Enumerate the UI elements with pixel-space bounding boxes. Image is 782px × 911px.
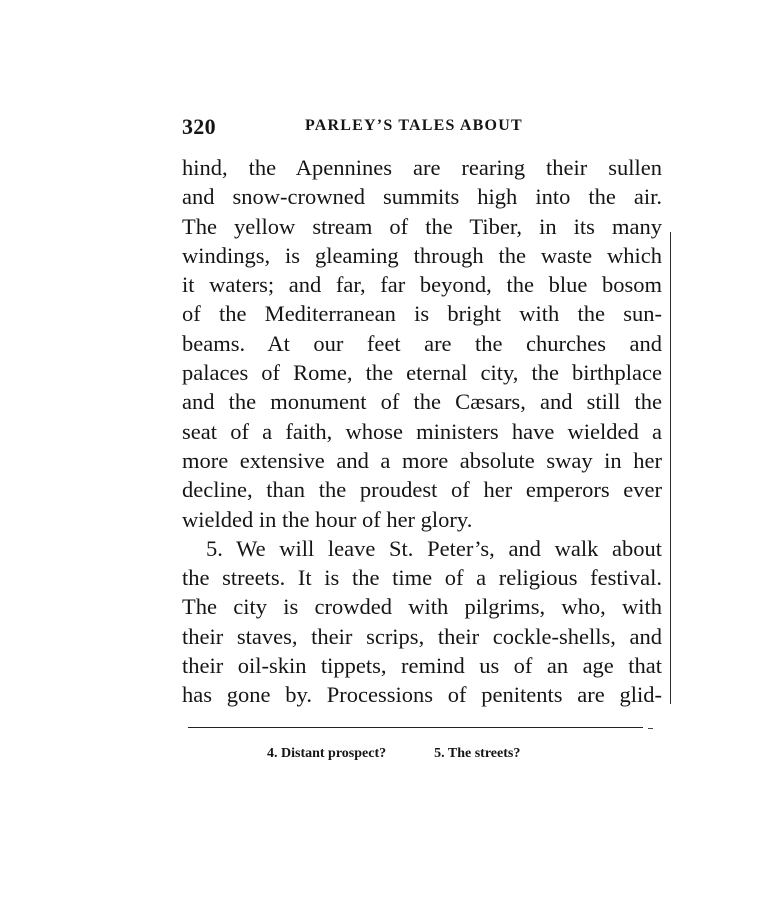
text-line: hind, the Apennines are rearing their sullen <box>182 155 662 180</box>
text-line: The yellow stream of the Tiber, in its many <box>182 213 662 239</box>
text-line: it waters; and far, far beyond, the blue bosom <box>182 272 662 298</box>
text-line: The city is crowded with pilgrims, who, with <box>182 594 662 620</box>
text-line: and snow-crowned summits high into the air. <box>182 184 662 210</box>
body-text <box>182 153 662 710</box>
text-line: the streets. It is the time of a religious festival. <box>182 565 662 591</box>
text-line: decline, than the proudest of her emperors ever <box>182 477 662 503</box>
text-line: palaces of Rome, the eternal city, the birthplace <box>182 360 662 386</box>
paragraph-start-line: 5. We will leave St. Peter’s, and walk about <box>206 535 662 561</box>
running-title: PARLEY’S TALES ABOUT <box>305 117 523 134</box>
text-line: windings, is gleaming through the waste which <box>182 242 662 268</box>
footnote-rule-tick <box>648 728 653 729</box>
text-line: wielded in the hour of her glory. <box>182 506 473 532</box>
question-5: 5. The streets? <box>434 746 521 761</box>
text-line: their staves, their scrips, their cockle-shells, and <box>182 623 662 649</box>
text-line: beams. At our feet are the churches and <box>182 330 662 356</box>
text-line: has gone by. Processions of penitents are glid- <box>182 682 662 708</box>
page-number: 320 <box>182 114 216 139</box>
text-line: their oil-skin tippets, remind us of an age that <box>182 653 662 679</box>
review-questions <box>267 746 520 762</box>
question-4: 4. Distant prospect? <box>267 746 387 761</box>
text-line: and the monument of the Cæsars, and still the <box>182 389 662 415</box>
text-line: more extensive and a more absolute sway in her <box>182 447 662 473</box>
text-line: of the Mediterranean is bright with the sun- <box>182 301 662 327</box>
footnote-rule <box>188 727 643 728</box>
text-line: seat of a faith, whose ministers have wielded a <box>182 418 662 444</box>
margin-rule <box>670 232 671 704</box>
